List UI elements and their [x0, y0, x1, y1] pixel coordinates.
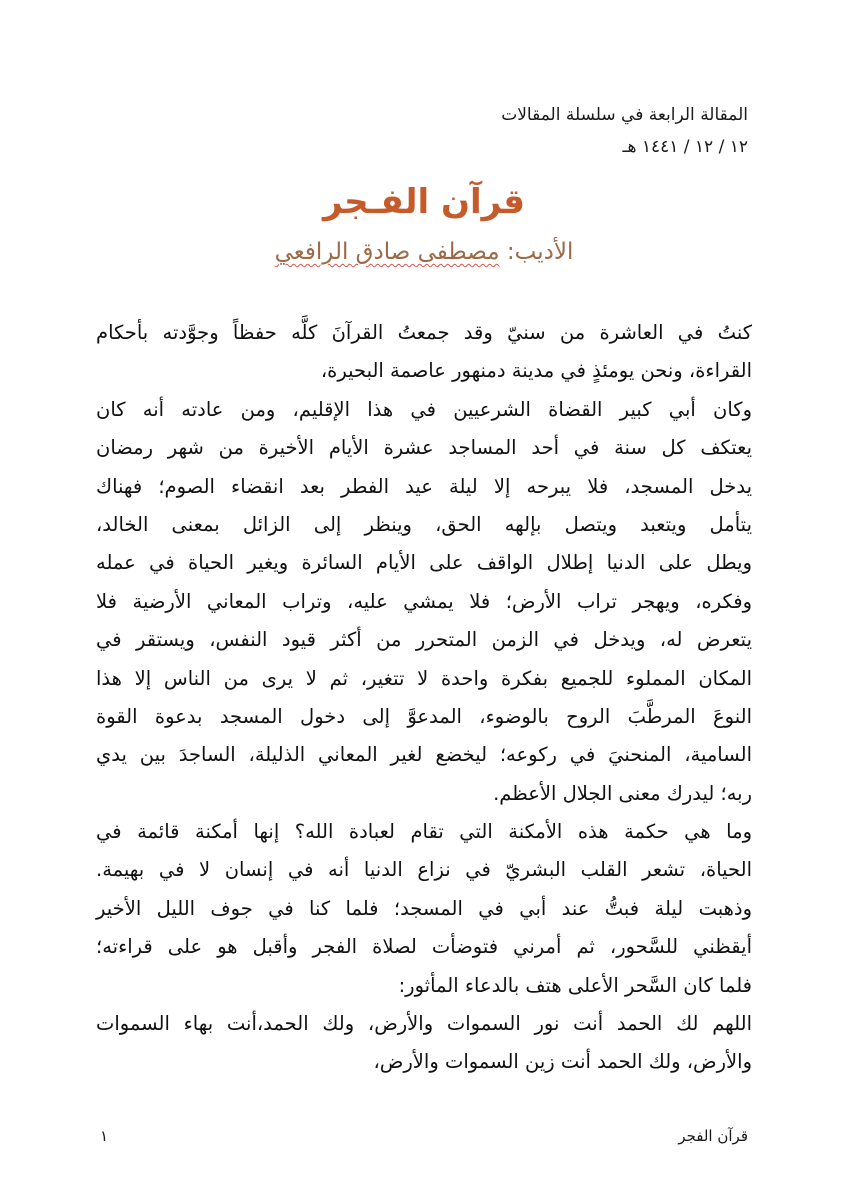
article-body [96, 314, 752, 1082]
body-line: أيقظني للسَّحور، ثم أمرني فتوضأت لصلاة الفجر وأقبل هو على قراءته؛ [96, 935, 752, 959]
body-line: السامية، المنحنيَ في ركوعه؛ ليخضع لغير المعاني الذليلة، الساجدَ بين يدي [96, 743, 752, 767]
body-line: يعتكف كل سنة في أحد المساجد عشرة الأيام الأخيرة من شهر رمضان [96, 436, 752, 460]
article-title: قرآن الفـجر [322, 182, 526, 222]
body-line: القراءة، ونحن يومئذٍ في مدينة دمنهور عاصمة البحيرة، [320, 359, 752, 383]
hijri-date: ١٢ / ١٢ / ١٤٤١ هـ [622, 137, 748, 157]
body-line: فلما كان السَّحر الأعلى هتف بالدعاء المأثور: [398, 973, 752, 997]
body-line: وكان أبي كبير القضاة الشرعيين في هذا الإقليم، ومن عادته أنه كان [96, 397, 752, 421]
body-line: يدخل المسجد، فلا يبرحه إلا ليلة عيد الفطر بعد انقضاء الصوم؛ فهناك [96, 474, 752, 498]
body-line: يتأمل ويتعبد ويتصل بإلهه الحق، وينظر إلى الزائل بمعنى الخالد، [96, 512, 752, 536]
body-line: الحياة، تشعر القلب البشريّ في نزاع الدنيا أنه في إنسان لا في بهيمة. [96, 858, 752, 882]
body-line: النوعَ المرطَّبَ الروح بالوضوء، المدعوَّ إلى دخول المسجد بدعوة القوة [96, 704, 752, 728]
body-line: المكان المملوء للجميع بفكرة واحدة لا تتغير، ثم لا يرى من الناس إلا هذا [96, 666, 752, 690]
author-label: الأديب: [499, 239, 574, 265]
footer-title: قرآن الفجر [678, 1127, 748, 1145]
body-line: وفكره، ويهجر تراب الأرض؛ فلا يمشي عليه، وتراب المعاني الأرضية فلا [96, 589, 752, 613]
body-line: اللهم لك الحمد أنت نور السموات والأرض، ولك الحمد،أنت بهاء السموات [96, 1012, 752, 1036]
author-line [0, 236, 848, 268]
author-name: مصطفى صادق الرافعي [274, 239, 500, 265]
body-line: ويطل على الدنيا إطلال الواقف على الأيام السائرة ويغير الحياة في عمله [96, 551, 752, 575]
body-line: يتعرض له، ويدخل في الزمن المتحرر من أكثر قيود النفس، ويستقر في [96, 628, 752, 652]
body-line: والأرض، ولك الحمد أنت زين السموات والأرض، [373, 1050, 752, 1074]
body-line: وما هي حكمة هذه الأمكنة التي تقام لعبادة الله؟ إنها أمكنة قائمة في [96, 820, 752, 844]
body-line: ربه؛ ليدرك معنى الجلال الأعظم. [493, 781, 752, 805]
series-label: المقالة الرابعة في سلسلة المقالات [501, 105, 748, 125]
page-number: ١ [100, 1127, 109, 1145]
body-line: وذهبت ليلة فبتُّ عند أبي في المسجد؛ فلما كنا في جوف الليل الأخير [96, 896, 752, 920]
body-line: كنتُ في العاشرة من سنيّ وقد جمعتُ القرآنَ كلَّه حفظاً وجوَّدته بأحكام [96, 321, 752, 344]
